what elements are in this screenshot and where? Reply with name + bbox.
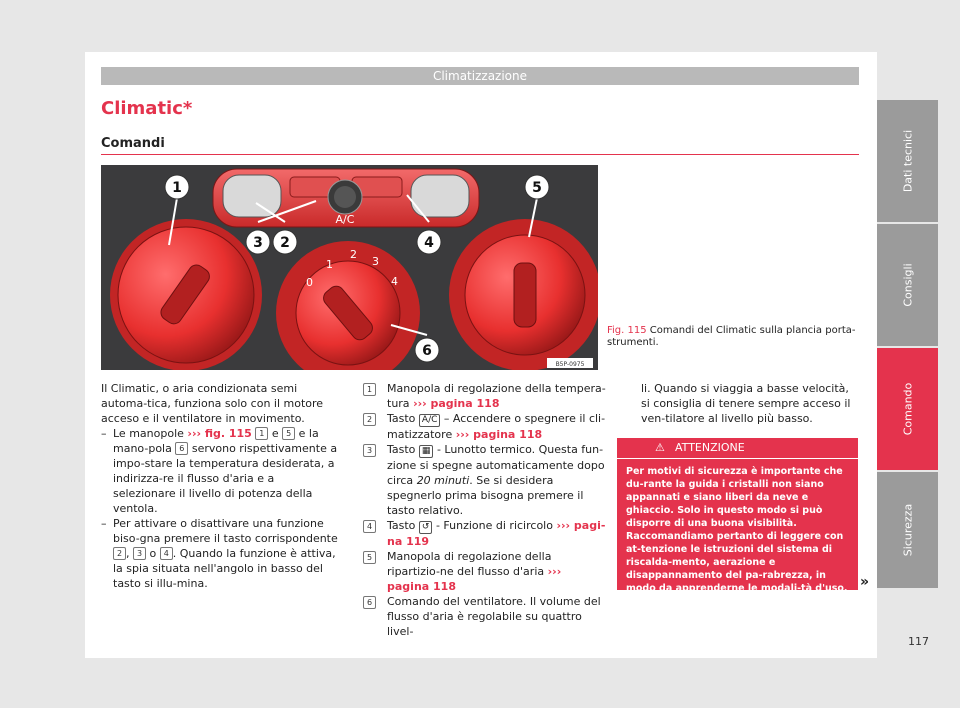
tab-consigli[interactable]: Consigli bbox=[877, 224, 938, 346]
warning-box bbox=[617, 438, 858, 594]
legend-item: 1 Manopola di regolazione della tempera-tura ››› pagina 118 bbox=[363, 381, 606, 411]
tab-comando[interactable]: Comando bbox=[877, 348, 938, 470]
callout-3: 3 bbox=[253, 235, 263, 251]
page-link[interactable]: ››› pagi-na 119 bbox=[387, 519, 606, 548]
figure-label: Fig. 115 bbox=[607, 325, 647, 336]
climatic-panel-illustration bbox=[101, 165, 598, 370]
warning-triangle-icon: ⚠ bbox=[655, 441, 665, 454]
tab-sicurezza[interactable]: Sicurezza bbox=[877, 472, 938, 588]
section-header: Climatizzazione bbox=[101, 67, 859, 85]
dial-number: 3 bbox=[372, 255, 379, 268]
list-item: – Le manopole ››› fig. 115 1 e 5 e la mano-pola 6 servono rispettivamente a impo-stare la temperatura desiderata, a indirizza-re il flusso d'aria e a selezionare il livello di potenza della ventola. bbox=[101, 426, 339, 516]
dial-number: 0 bbox=[306, 276, 313, 289]
fig-link[interactable]: ››› fig. 115 bbox=[187, 427, 252, 440]
legend-item: 3 Tasto ▦ - Lunotto termico. Questa fun-zione si spegne automaticamente dopo circa 20 minuti. Se si desidera spegnerlo prima bisogna premere il tasto relativo. bbox=[363, 442, 606, 518]
column-intro bbox=[101, 381, 339, 591]
continue-arrow-icon: » bbox=[860, 574, 870, 590]
page-link[interactable]: ››› pagina 118 bbox=[413, 397, 500, 410]
column-legend bbox=[363, 381, 606, 639]
dial-number: 1 bbox=[326, 258, 333, 271]
recirculation-icon: ↺ bbox=[419, 521, 433, 534]
figure-caption-text: Comandi del Climatic sulla plancia porta-strumenti. bbox=[607, 325, 856, 348]
page-link[interactable]: ››› pagina 118 bbox=[387, 565, 562, 593]
page-link[interactable]: ››› pagina 118 bbox=[455, 428, 543, 441]
ac-key-icon: A/C bbox=[419, 414, 440, 427]
callout-4: 4 bbox=[424, 235, 434, 251]
legend-item: 5 Manopola di regolazione della ripartizio-ne del flusso d'aria ››› pagina 118 bbox=[363, 549, 606, 594]
page-number: 117 bbox=[908, 635, 929, 648]
dial-number: 2 bbox=[350, 248, 357, 261]
legend-item: 4 Tasto ↺ - Funzione di ricircolo ››› pagi-na 119 bbox=[363, 518, 606, 549]
continuation-text: li. Quando si viaggia a basse velocità, si consiglia di tenere sempre acceso il ven-tilatore al livello più basso. bbox=[641, 382, 851, 425]
figure-code: B5P-0975 bbox=[555, 361, 585, 368]
rear-defrost-icon: ▦ bbox=[419, 445, 434, 458]
warning-header bbox=[617, 438, 858, 459]
tab-dati-tecnici[interactable]: Dati tecnici bbox=[877, 100, 938, 222]
dial-number: 4 bbox=[391, 275, 398, 288]
callout-1: 1 bbox=[172, 180, 182, 196]
callout-6: 6 bbox=[422, 343, 432, 359]
ac-panel-label: A/C bbox=[335, 213, 355, 226]
warning-title: ATTENZIONE bbox=[675, 441, 745, 454]
page-title: Climatic* bbox=[101, 98, 193, 119]
warning-text: Per motivi di sicurezza è importante che du-rante la guida i cristalli non siano appannati e siano liberi da neve e ghiaccio. Solo in questo modo si può disporre di una buona visibilità. Raccomandiamo pertanto di leggere con at-tenzione le istruzioni del sistema di riscalda-mento, aerazione e disappannamento del pa-rabrezza, in modo da apprenderne le modali-tà d'uso. bbox=[626, 466, 848, 594]
subtitle-rule bbox=[101, 154, 859, 155]
figure-caption bbox=[607, 325, 857, 349]
intro-paragraph: Il Climatic, o aria condizionata semi automa-tica, funziona solo con il motore acceso e il ventilatore in movimento. bbox=[101, 382, 324, 425]
climatic-controls-figure bbox=[101, 165, 598, 370]
legend-item: 2 Tasto A/C – Accendere o spegnere il cli-matizzatore ››› pagina 118 bbox=[363, 411, 606, 442]
column-continuation bbox=[641, 381, 857, 426]
legend-item: 6 Comando del ventilatore. Il volume del flusso d'aria è regolabile su quattro livel- bbox=[363, 594, 606, 639]
callout-5: 5 bbox=[532, 180, 542, 196]
callout-2: 2 bbox=[280, 235, 290, 251]
page-subtitle: Comandi bbox=[101, 136, 165, 151]
list-item: – Per attivare o disattivare una funzione biso-gna premere il tasto corrispondente 2 , 3 o 4 . Quando la funzione è attiva, la spia situata nell'angolo in basso del tasto si illu-mina. bbox=[101, 516, 339, 591]
